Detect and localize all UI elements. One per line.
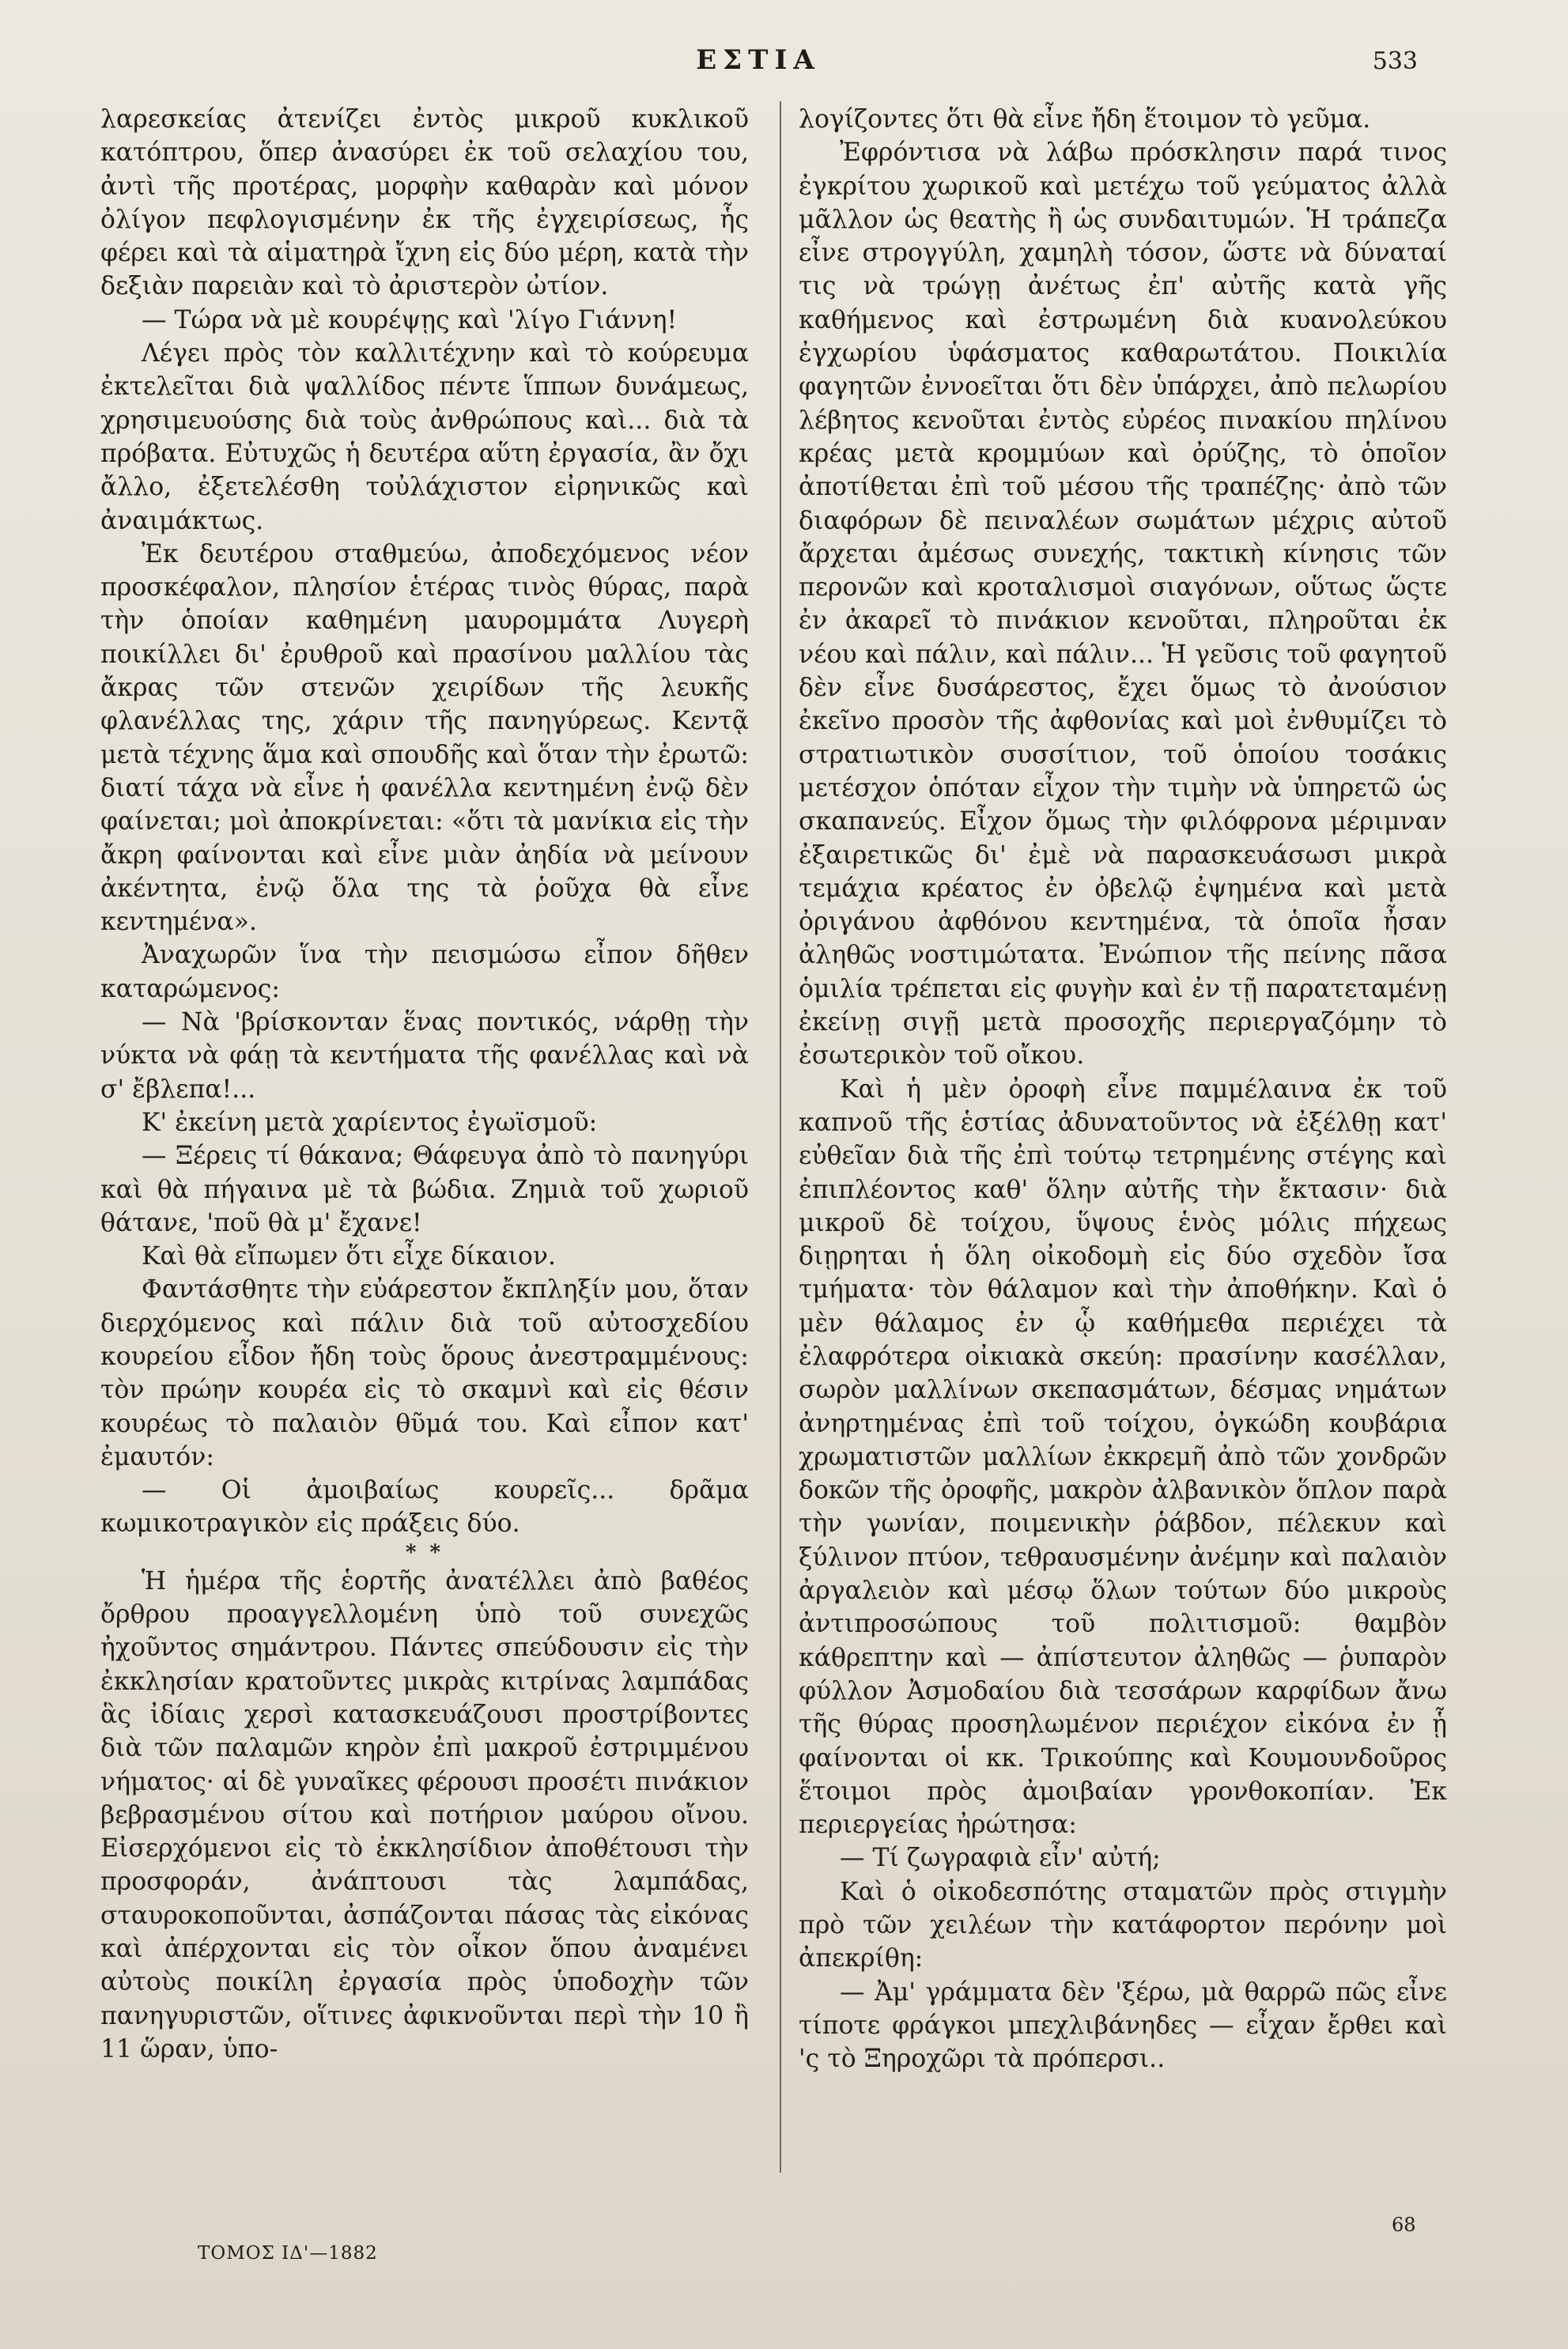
paragraph: Καὶ ὁ οἰκοδεσπότης σταματῶν πρὸς στιγμὴν πρὸ τῶν χειλέων τὴν κατάφορτον περόνην μοὶ ἀπεκρίθη: <box>799 1877 1447 1973</box>
signature-mark: 68 <box>1392 2214 1416 2236</box>
dialogue-paragraph: — Ξέρεις τί θάκανα; Θάφευγα ἀπὸ τὸ πανηγύρι καὶ θὰ πήγαινα μὲ τὰ βώδια. Ζημιὰ τοῦ χωριοῦ θάτανε, 'ποῦ θὰ μ' ἔχανε! <box>100 1142 749 1237</box>
paragraph: Κ' ἐκείνη μετὰ χαρίεντος ἐγωϊσμοῦ: <box>142 1108 598 1137</box>
right-column <box>799 103 1447 2076</box>
column-divider <box>780 101 781 2173</box>
left-column <box>100 103 749 2066</box>
paragraph: Ἐκ δευτέρου σταθμεύω, ἀποδεχόμενος νέον προσκέφαλον, πλησίον ἑτέρας τινὸς θύρας, παρὰ τὴν ὁποίαν καθημένη μαυρομμάτα Λυγερὴ ποικίλλει δι' ἐρυθροῦ καὶ πρασίνου μαλλίου τὰς ἄκρας τῶν στενῶν χειρίδων τῆς λευκῆς φλανέλλας της, χάριν τῆς πανηγύρεως. Κεντᾷ μετὰ τέχνης ἅμα καὶ σπουδῆς καὶ ὅταν τὴν ἐρωτῶ: διατί τάχα νὰ εἶνε ἡ φανέλλα κεντημένη ἐνῷ δὲν φαίνεται; μοὶ ἀποκρίνεται: «ὅτι τὰ μανίκια εἰς τὴν ἄκρη φαίνονται καὶ εἶνε μιὰν ἀηδία νὰ μείνουν ἀκέντητα, ἐνῷ ὅλα της τὰ ῥοῦχα θὰ εἶνε κεντημένα». <box>100 539 749 937</box>
dialogue-paragraph: — Νὰ 'βρίσκονταν ἕνας ποντικός, νάρθῃ τὴν νύκτα νὰ φάῃ τὰ κεντήματα τῆς φανέλλας καὶ νὰ σ' ἔβλεπα!... <box>100 1008 749 1104</box>
paragraph: Ἡ ἡμέρα τῆς ἑορτῆς ἀνατέλλει ἀπὸ βαθέος ὄρθρου προαγγελλομένη ὑπὸ τοῦ συνεχῶς ἠχοῦντος σημάντρου. Πάντες σπεύδουσιν εἰς τὴν ἐκκλησίαν κρατοῦντες μικρὰς κιτρίνας λαμπάδας ἃς ἰδίαις χερσὶ κατασκευάζουσι προστρίβοντες διὰ τῶν παλαμῶν κηρὸν ἐπὶ μακροῦ ἐστριμμένου νήματος· αἱ δὲ γυναῖκες φέρουσι προσέτι πινάκιον βεβρασμένου σίτου καὶ ποτήριον μαύρου οἴνου. Εἰσερχόμενοι εἰς τὸ ἐκκλησίδιον ἀποθέτουσι τὴν προσφοράν, ἀνάπτουσι τὰς λαμπάδας, σταυροκοποῦνται, ἀσπάζονται πάσας τὰς εἰκόνας καὶ ἀπέρχονται εἰς τὸν οἶκον ὅπου ἀναμένει αὐτοὺς ποικίλη ἐργασία πρὸς ὑποδοχὴν τῶν πανηγυριστῶν, οἵτινες ἀφικνοῦνται περὶ τὴν 10 ἢ 11 ὥραν, ὑπο- <box>100 1566 749 2064</box>
paragraph: Καὶ ἡ μὲν ὀροφὴ εἶνε παμμέλαινα ἐκ τοῦ καπνοῦ τῆς ἑστίας ἀδυνατοῦντος νὰ ἐξέλθῃ κατ' εὐθεῖαν διὰ τῆς ἐπὶ τούτῳ τετρημένης στέγης καὶ ἐπιπλέοντος καθ' ὅλην αὐτῆς τὴν ἔκτασιν· διὰ μικροῦ δὲ τοίχου, ὕψους ἑνὸς μόλις πήχεως διῃρηται ἡ ὅλη οἰκοδομὴ εἰς δύο σχεδὸν ἴσα τμήματα· τὸν θάλαμον καὶ τὴν ἀποθήκην. Καὶ ὁ μὲν θάλαμος ἐν ᾧ καθήμεθα περιέχει τὰ ἐλαφρότερα οἰκιακὰ σκεύη: πρασίνην κασέλλαν, σωρὸν μαλλίνων σκεπασμάτων, δέσμας νημάτων ἀνηρτημένας ἐπὶ τοῦ τοίχου, ὀγκώδη κουβάρια χρωματιστῶν μαλλίων ἐκκρεμῆ ἀπὸ τῶν χονδρῶν δοκῶν τῆς ὀροφῆς, μακρὸν ἀλβανικὸν ὅπλον παρὰ τὴν γωνίαν, ποιμενικὴν ῥάβδον, πέλεκυν καὶ ξύλινον πτύον, τεθραυσμένην ἀνέμην καὶ παλαιὸν ἀργαλειὸν καὶ μέσῳ ὅλων τούτων δύο μικροὺς ἀντιπροσώπους τοῦ πολιτισμοῦ: θαμβὸν κάθρεπτην καὶ — ἀπίστευτον ἀληθῶς — ῥυπαρὸν φύλλον Ἀσμοδαίου διὰ τεσσάρων καρφίδων ἄνω τῆς θύρας προσηλωμένον περιέχον εἰκόνα ἐν ᾗ φαίνονται οἱ κκ. Τρικούπης καὶ Κουμουνδοῦρος ἕτοιμοι πρὸς ἀμοιβαίαν γρονθοκοπίαν. Ἐκ περιεργείας ἠρώτησα: <box>799 1074 1447 1840</box>
section-separator: * * <box>405 1540 444 1565</box>
page-header <box>99 44 1418 92</box>
dialogue-paragraph: — Τώρα νὰ μὲ κουρέψῃς καὶ 'λίγο Γιάννη! <box>142 305 678 334</box>
paragraph: λαρεσκείας ἀτενίζει ἐντὸς μικροῦ κυκλικοῦ κατόπτρου, ὅπερ ἀνασύρει ἐκ τοῦ σελαχίου του, ἀντὶ τῆς προτέρας, μορφὴν καθαρὰν καὶ μόνον ὀλίγον πεφλογισμένην ἐκ τῆς ἐγχειρίσεως, ἧς φέρει καὶ τὰ αἱματηρὰ ἴχνη εἰς δύο μέρη, κατὰ τὴν δεξιὰν παρειὰν καὶ τὸ ἀριστερὸν ὠτίον. <box>100 105 749 301</box>
paragraph: Λέγει πρὸς τὸν καλλιτέχνην καὶ τὸ κούρευμα ἐκτελεῖται διὰ ψαλλίδος πέντε ἵππων δυνάμεως, χρησιμευούσης διὰ τοὺς ἀνθρώπους καὶ... διὰ τὰ πρόβατα. Εὐτυχῶς ἡ δευτέρα αὕτη ἐργασία, ἂν ὄχι ἄλλο, ἐξετελέσθη τοὐλάχιστον εἰρηνικῶς καὶ ἀναιμάκτως. <box>100 339 749 535</box>
paragraph: Ἐφρόντισα νὰ λάβω πρόσκλησιν παρά τινος ἐγκρίτου χωρικοῦ καὶ μετέχω τοῦ γεύματος ἀλλὰ μᾶλλον ὡς θεατὴς ἢ ὡς συνδαιτυμών. Ἡ τράπεζα εἶνε στρογγύλη, χαμηλὴ τόσον, ὥστε νὰ δύναταί τις νὰ τρώγῃ ἀνέτως ἐπ' αὐτῆς κατὰ γῆς καθήμενος καὶ ἐστρωμένη διὰ κυανολεύκου ἐγχωρίου ὑφάσματος καθαρωτάτου. Ποικιλία φαγητῶν ἐννοεῖται ὅτι δὲν ὑπάρχει, ἀπὸ πελωρίου λέβητος κενοῦται ἐντὸς εὐρέος πινακίου πηλίνου κρέας μετὰ κρομμύων καὶ ὀρύζης, τὸ ὁποῖον ἀποτίθεται ἐπὶ τοῦ μέσου τῆς τραπέζης· ἀπὸ τῶν διαφόρων δὲ πειναλέων σωμάτων μέχρις αὐτοῦ ἄρχεται ἀμέσως συνεχής, τακτικὴ κίνησις τῶν περονῶν καὶ κροταλισμοὶ σιαγόνων, οὕτως ὥςτε ἐν ἀκαρεῖ τὸ πινάκιον κενοῦται, πληροῦται ἐκ νέου καὶ πάλιν, καὶ πάλιν... Ἡ γεῦσις τοῦ φαγητοῦ δὲν εἶνε δυσάρεστος, ἔχει ὅμως τὸ ἀνούσιον ἐκεῖνο προσὸν τῆς ἀφθονίας καὶ μοὶ ἐνθυμίζει τὸ στρατιωτικὸν συσσίτιον, τοῦ ὁποίου τοσάκις μετέσχον ὁπόταν εἶχον τὴν τιμὴν νὰ ὑπηρετῶ ὡς σκαπανεύς. Εἶχον ὅμως τὴν φιλόφρονα μέριμναν ἐξαιρετικῶς δι' ἐμὲ νὰ παρασκευάσωσι μικρὰ τεμάχια κρέατος ἐν ὀβελῷ ἐψημένα καὶ μετὰ ὀριγάνου ἀφθόνου κεντημένα, τὰ ὁποῖα ἦσαν ἀληθῶς νοστιμώτατα. Ἐνώπιον τῆς πείνης πᾶσα ὁμιλία τρέπεται εἰς φυγὴν καὶ ἐν τῇ παρατεταμένῃ ἐκείνῃ σιγῇ μετὰ προσοχῆς περιεργαζόμην τὸ ἐσωτερικὸν τοῦ οἴκου. <box>799 138 1447 1071</box>
dialogue-paragraph: — Τί ζωγραφιὰ εἶν' αὐτή; <box>840 1844 1161 1873</box>
paragraph: Καὶ θὰ εἴπωμεν ὅτι εἶχε δίκαιον. <box>142 1242 557 1271</box>
paragraph: Φαντάσθητε τὴν εὐάρεστον ἔκπληξίν μου, ὅταν διερχόμενος καὶ πάλιν διὰ τοῦ αὐτοσχεδίου κουρείου εἶδον ἤδη τοὺς ὅρους ἀνεστραμμένους: τὸν πρώην κουρέα εἰς τὸ σκαμνὶ καὶ εἰς θέσιν κουρέως τὸ παλαιὸν θῦμά του. Καὶ εἶπον κατ' ἐμαυτόν: <box>100 1275 749 1471</box>
dialogue-paragraph: — Ἀμ' γράμματα δὲν 'ξέρω, μὰ θαρρῶ πῶς εἶνε τίποτε φράγκοι μπεχλιβάνηδες — εἶχαν ἔρθει καὶ 'ς τὸ Ξηροχῶρι τὰ πρόπερσι.. <box>799 1977 1447 2074</box>
page-number: 533 <box>1372 47 1418 75</box>
running-title: ΕΣΤΙΑ <box>696 44 821 76</box>
volume-footer: ΤΟΜΟΣ ΙΔ'—1882 <box>198 2243 378 2264</box>
paragraph: Ἀναχωρῶν ἵνα τὴν πεισμώσω εἶπον δῆθεν καταρώμενος: <box>100 941 749 1003</box>
dialogue-paragraph: — Οἱ ἀμοιβαίως κουρεῖς... δρᾶμα κωμικοτραγικὸν εἰς πράξεις δύο. <box>100 1476 749 1539</box>
paragraph: λογίζοντες ὅτι θὰ εἶνε ἤδη ἕτοιμον τὸ γεῦμα. <box>799 105 1371 134</box>
